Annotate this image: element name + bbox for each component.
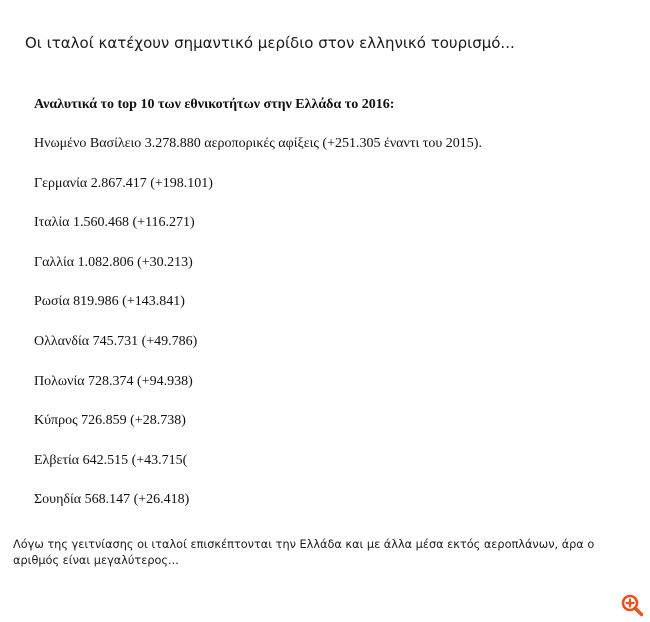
country-name: Ελβετία [34, 452, 80, 468]
list-item [34, 253, 634, 273]
country-name: Ηνωμένο Βασίλειο [34, 136, 142, 151]
arrivals-value: 726.859 [81, 413, 127, 429]
arrivals-value: 1.082.806 [77, 254, 134, 270]
country-name: Σουηδία [34, 492, 82, 508]
list-item [34, 490, 634, 510]
change-value: (+116.271) [132, 215, 195, 231]
nationality-ranking [34, 95, 634, 530]
change-value: (+28.738) [130, 413, 186, 429]
arrivals-value: 819.986 [73, 294, 119, 310]
list-item [34, 213, 634, 233]
arrivals-value: 728.374 [88, 373, 134, 389]
change-value: (+49.786) [141, 333, 198, 349]
arrivals-value: 642.515 [82, 452, 129, 468]
arrivals-value: 745.731 [92, 333, 139, 349]
country-name: Ρωσία [34, 294, 70, 310]
change-value: (+94.938) [137, 373, 193, 389]
arrivals-value: 568.147 [84, 492, 131, 508]
list-item [34, 174, 634, 194]
country-name: Ολλανδία [34, 333, 90, 349]
country-name: Γερμανία [34, 175, 88, 191]
list-item [34, 292, 634, 312]
headline: Οι ιταλοί κατέχουν σημαντικό μερίδιο στον ελληνικό τουρισμό... [25, 34, 515, 52]
change-value: (+143.841) [122, 294, 185, 310]
footnote-text: Λόγω της γειτνίασης οι ιταλοί επισκέπτονται την Ελλάδα και με άλλα μέσα εκτός αεροπλάνων, άρα ο αριθμός είναι μεγαλύτερος... [13, 538, 595, 567]
arrivals-value: 3.278.880 [144, 136, 201, 151]
arrivals-value: 1.560.468 [73, 215, 130, 231]
list-item [34, 134, 634, 154]
list-item [34, 411, 634, 431]
country-name: Ιταλία [34, 215, 70, 231]
zoom-in-icon [620, 593, 644, 617]
change-value: (+26.418) [133, 492, 190, 508]
list-item [34, 372, 634, 392]
change-value: (+43.715( [131, 452, 188, 468]
ranking-list [34, 134, 634, 510]
change-value: αεροπορικές αφίξεις (+251.305 έναντι του 2015). [204, 136, 482, 151]
zoom-button[interactable] [620, 593, 644, 617]
country-name: Γαλλία [34, 254, 75, 270]
country-name: Πολωνία [34, 373, 85, 389]
list-item [34, 451, 634, 471]
ranking-title: Αναλυτικά το top 10 των εθνικοτήτων στην Ελλάδα το 2016: [34, 97, 395, 112]
country-name: Κύπρος [34, 413, 78, 429]
change-value: (+198.101) [150, 175, 213, 191]
list-item [34, 332, 634, 352]
change-value: (+30.213) [137, 254, 193, 270]
arrivals-value: 2.867.417 [90, 175, 147, 191]
